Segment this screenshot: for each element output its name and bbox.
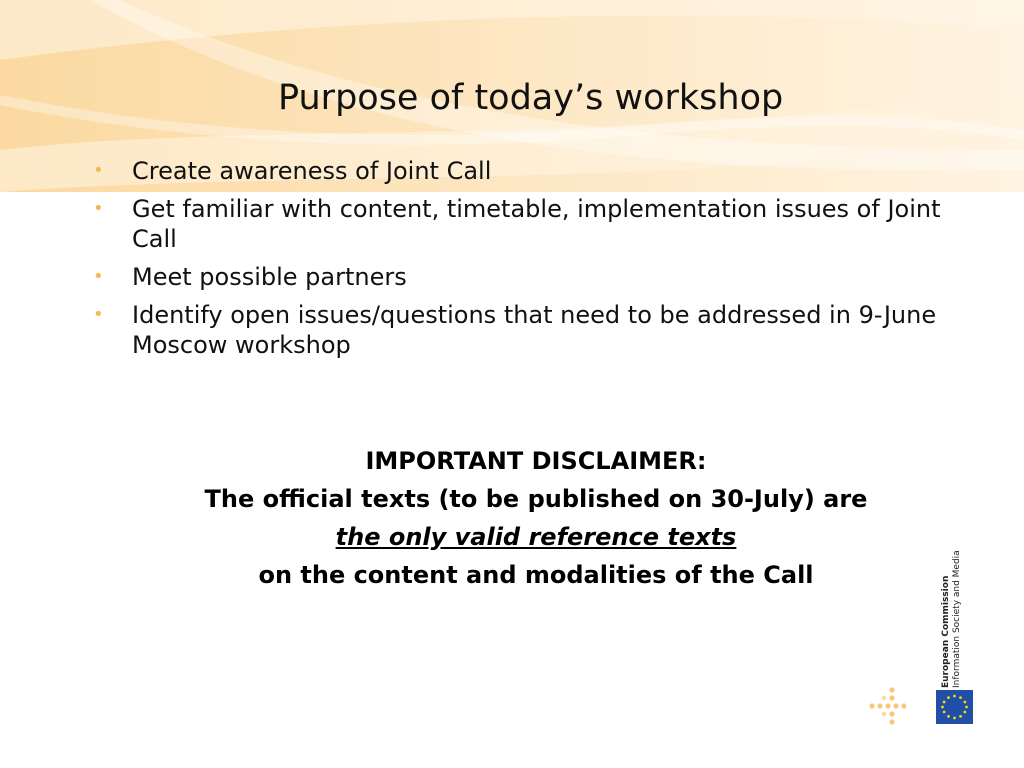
bullet-list <box>92 156 972 368</box>
disclaimer-heading: IMPORTANT DISCLAIMER: <box>365 447 707 475</box>
bullet-text: Identify open issues/questions that need to be addressed in 9-June Moscow workshop <box>132 301 937 359</box>
bullet-icon: • <box>93 198 104 219</box>
disclaimer-line: on the content and modalities of the Call <box>258 561 814 589</box>
ec-logo-text <box>936 543 966 688</box>
bullet-text: Meet possible partners <box>132 263 407 291</box>
bullet-item <box>92 300 972 360</box>
ec-logo-line1: European Commission <box>941 575 951 688</box>
ec-logo-line2: Information Society and Media <box>952 550 962 688</box>
bullet-icon: • <box>93 160 104 181</box>
bullet-item <box>92 262 972 292</box>
bullet-item <box>92 156 972 186</box>
eu-flag-icon <box>936 690 973 724</box>
dots-decoration-icon <box>868 686 906 726</box>
disclaimer-emphasis: the only valid reference texts <box>335 523 737 551</box>
bullet-item <box>92 194 972 254</box>
slide-title: Purpose of today’s workshop <box>278 78 784 118</box>
bullet-text: Create awareness of Joint Call <box>132 157 492 185</box>
bullet-text: Get familiar with content, timetable, implementation issues of Joint Call <box>132 195 941 253</box>
disclaimer-line: The official texts (to be published on 30-July) are <box>204 485 868 513</box>
disclaimer-block <box>0 442 1024 594</box>
bullet-icon: • <box>93 266 104 287</box>
bullet-icon: • <box>93 304 104 325</box>
